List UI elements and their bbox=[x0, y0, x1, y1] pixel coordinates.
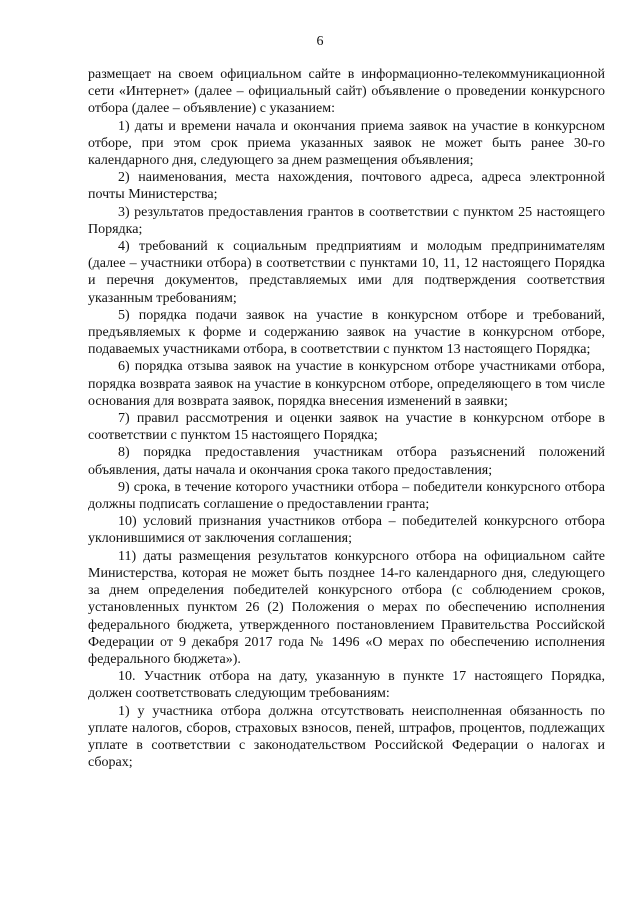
list-item-3: 3) результатов предоставления грантов в соответствии с пунктом 25 настоящего Порядка; bbox=[88, 204, 605, 237]
section-10: 10. Участник отбора на дату, указанную в пункте 17 настоящего Порядка, должен соответствовать следующим требованиям: bbox=[88, 669, 605, 702]
list-item-8: 8) порядка предоставления участникам отбора разъяснений положений объявления, даты начала и окончания срока такого предоставления; bbox=[88, 445, 605, 478]
list-item-9: 9) срока, в течение которого участники отбора – победители конкурсного отбора должны подписать соглашение о предоставлении гранта; bbox=[88, 479, 605, 513]
list-item-6: 6) порядка отзыва заявок на участие в конкурсном отборе участниками отбора, порядка возврата заявок на участие в конкурсном отборе, определяющего в том числе основания для возврата заявок, порядка внесения изменений в заявки; bbox=[88, 359, 605, 409]
section-10-item-1: 1) у участника отбора должна отсутствовать неисполненная обязанность по уплате налогов, сборов, страховых взносов, пеней, штрафов, процентов, подлежащих уплате в соответствии с законодательством Российской Федерации о налогах и сборах; bbox=[88, 703, 605, 771]
list-item-5: 5) порядка подачи заявок на участие в конкурсном отборе и требований, предъявляемых к форме и содержанию заявок на участие в конкурсном отборе, подаваемых участниками отбора, в соответствии с пунктом 13 настоящего Порядка; bbox=[88, 307, 605, 358]
document-body bbox=[88, 66, 605, 771]
paragraph-intro: размещает на своем официальном сайте в информационно-телекоммуникационной сети «Интернет» (далее – официальный сайт) объявление о проведении конкурсного отбора (далее – объявление) с указанием: bbox=[88, 67, 605, 117]
list-item-11: 11) даты размещения результатов конкурсного отбора на официальном сайте Министерства, которая не может быть позднее 14-го календарного дня, следующего за днем определения победителей конкурсного отбора (с соблюдением сроков, установленных пунктом 26 (2) Положения о мерах по обеспечению исполнения федерального бюджета, утвержденного постановлением Правительства Российской Федерации от 9 декабря 2017 года № 1496 «О мерах по обеспечению исполнения федерального бюджета»). bbox=[88, 548, 605, 667]
list-item-7: 7) правил рассмотрения и оценки заявок на участие в конкурсном отборе в соответствии с пунктом 15 настоящего Порядка; bbox=[88, 411, 605, 444]
page-number: 6 bbox=[316, 34, 324, 49]
list-item-10: 10) условий признания участников отбора – победителей конкурсного отбора уклонившимися от заключения соглашения; bbox=[88, 514, 605, 547]
list-item-2: 2) наименования, места нахождения, почтового адреса, адреса электронной почты Министерства; bbox=[88, 170, 605, 203]
list-item-4: 4) требований к социальным предприятиям и молодым предпринимателям (далее – участники отбора) в соответствии с пунктами 10, 11, 12 настоящего Порядка и перечня документов, представляемых ими для подтверждения соответствия указанным требованиям; bbox=[88, 239, 605, 306]
list-item-1: 1) даты и времени начала и окончания приема заявок на участие в конкурсном отборе, при этом срок приема указанных заявок не может быть ранее 30-го календарного дня, следующего за днем размещения объявления; bbox=[88, 118, 605, 169]
